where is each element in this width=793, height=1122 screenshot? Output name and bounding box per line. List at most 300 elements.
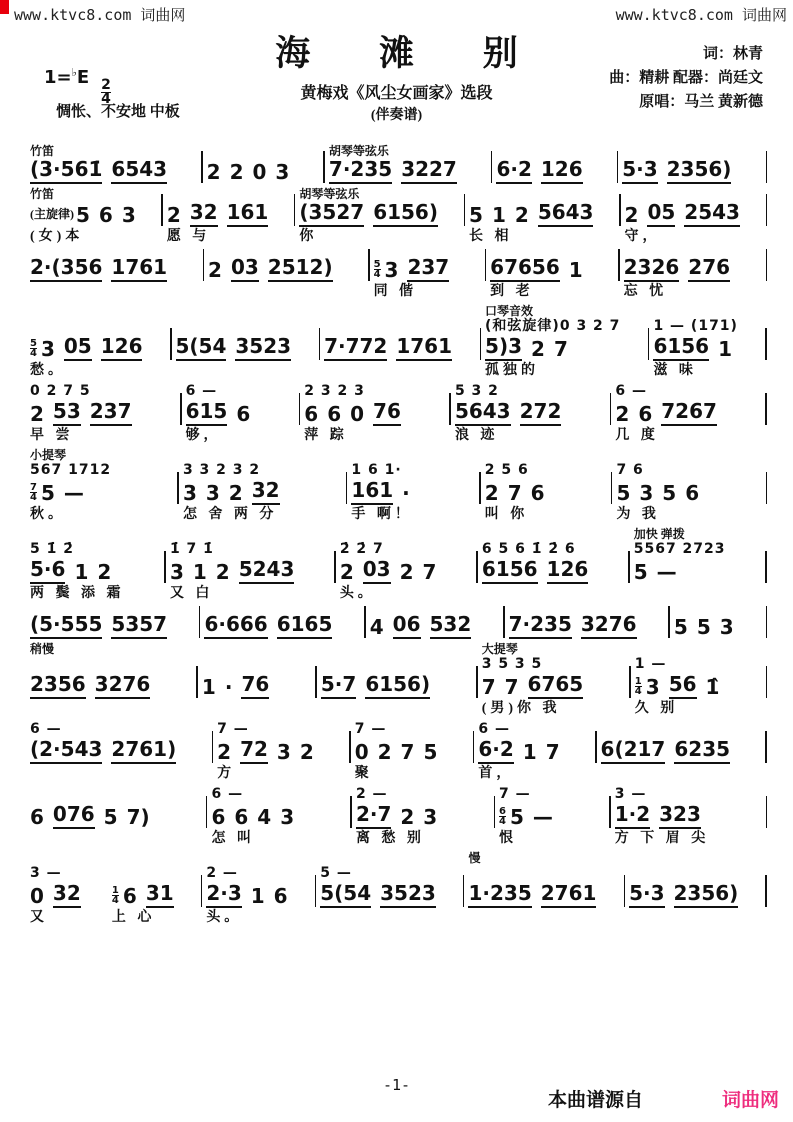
note-group: 5 bbox=[509, 805, 524, 829]
note-group: 7 bbox=[507, 481, 522, 505]
note-group: 7) bbox=[126, 805, 150, 829]
note-group: 2356) bbox=[667, 157, 732, 184]
note-group: 0 bbox=[30, 884, 44, 908]
barline bbox=[766, 796, 768, 828]
note-group: 6156 bbox=[653, 334, 709, 361]
lyrics-line: 孤独的 bbox=[485, 363, 540, 378]
footer-source: 本曲谱源自 bbox=[547, 1089, 643, 1111]
lyrics-line bbox=[202, 699, 311, 718]
notes-line bbox=[615, 803, 762, 829]
meter-denominator: 4 bbox=[30, 347, 37, 359]
note-group: 4 bbox=[257, 805, 272, 829]
barline bbox=[765, 393, 767, 425]
music-system bbox=[26, 721, 767, 783]
notes-line bbox=[30, 673, 192, 699]
notes-line bbox=[299, 201, 459, 227]
notes-line bbox=[206, 882, 310, 908]
note-group: 3227 bbox=[401, 157, 457, 184]
notes-line bbox=[496, 158, 612, 184]
meter-change bbox=[112, 886, 119, 905]
notes-line bbox=[176, 335, 315, 361]
measure bbox=[492, 144, 616, 184]
note-group: 67656 bbox=[490, 255, 560, 282]
note-group: 6 bbox=[122, 884, 137, 908]
lyrics-line bbox=[634, 584, 762, 603]
music-system bbox=[26, 786, 767, 848]
note-group: 2·(356 bbox=[30, 255, 102, 282]
note-group: (3527 bbox=[299, 200, 364, 227]
note-group: 126 bbox=[547, 557, 589, 584]
notes-line bbox=[320, 882, 459, 908]
upper-voice-notes: 0 2 7 5 bbox=[30, 383, 91, 399]
instrument-label: 加快 弹拨 bbox=[633, 527, 685, 541]
measure bbox=[352, 786, 494, 848]
note-group: 3 bbox=[719, 615, 734, 639]
note-group: (5·555 bbox=[30, 612, 102, 639]
note-group: 05 bbox=[647, 200, 675, 227]
lyrics-line: 恨 bbox=[499, 831, 518, 846]
note-group: 1 bbox=[522, 740, 537, 764]
note-group: 6 bbox=[327, 402, 342, 426]
lyrics-line: 怎 叫 bbox=[211, 831, 255, 846]
instrument-label bbox=[485, 448, 607, 462]
note-group: 3 bbox=[40, 337, 55, 361]
note-group: (2·543 bbox=[30, 737, 102, 764]
lyrics-line bbox=[30, 282, 199, 301]
barline bbox=[766, 472, 768, 504]
upper-voice-notes: 6 — bbox=[478, 721, 510, 737]
barline bbox=[765, 731, 767, 763]
instrument-label bbox=[622, 144, 761, 158]
measure bbox=[198, 642, 315, 718]
instrument-label bbox=[321, 642, 472, 656]
barline bbox=[766, 194, 768, 226]
measure bbox=[618, 144, 765, 184]
key-prefix: 1= bbox=[44, 67, 72, 88]
credit-lyricist: 词：林青 bbox=[702, 46, 763, 62]
note-group: 2 bbox=[97, 560, 112, 584]
note-group: 3 bbox=[169, 560, 184, 584]
barline bbox=[765, 328, 767, 360]
note-group: 2761) bbox=[111, 737, 176, 764]
notes-line bbox=[674, 613, 762, 639]
upper-voice-notes: (和弦旋律)0 3 2 7 bbox=[485, 318, 621, 334]
notes-line bbox=[468, 882, 619, 908]
note-group: 1 bbox=[74, 560, 89, 584]
note-group: 5 bbox=[696, 615, 711, 639]
notes-line bbox=[482, 673, 626, 699]
lyrics-line: 到 老 bbox=[490, 284, 534, 299]
lyrics-line: 聚 bbox=[354, 766, 373, 781]
measure bbox=[670, 613, 766, 639]
instrument-label: 大提琴 bbox=[481, 642, 518, 656]
measure bbox=[26, 613, 199, 639]
note-group: 1 bbox=[568, 258, 583, 282]
upper-voice-notes bbox=[112, 865, 197, 882]
lyrics-line bbox=[482, 584, 624, 603]
note-group: 05 bbox=[64, 334, 92, 361]
lyrics-line bbox=[321, 699, 472, 718]
barline bbox=[765, 875, 767, 907]
note-group: 1·2 bbox=[615, 802, 650, 829]
meter-change bbox=[635, 677, 642, 696]
note-group: 5 bbox=[662, 481, 677, 505]
notes-line bbox=[355, 738, 469, 764]
meter-denominator: 4 bbox=[111, 894, 119, 906]
note-group: 7 bbox=[400, 740, 415, 764]
notes-line bbox=[356, 803, 490, 829]
upper-voice-notes: 2 — bbox=[355, 786, 388, 802]
note-group: 7 bbox=[422, 560, 437, 584]
instrument-label: 小提琴 bbox=[30, 448, 67, 462]
note-group: — bbox=[532, 805, 553, 829]
lyrics-line: 秋。 bbox=[30, 507, 66, 522]
note-group: 1 bbox=[250, 884, 265, 908]
measure bbox=[207, 786, 350, 848]
notes-line bbox=[329, 158, 487, 184]
note-group: 5(54 bbox=[176, 334, 227, 361]
notes-line bbox=[30, 558, 160, 584]
measure bbox=[26, 642, 196, 718]
note-group: 2 bbox=[299, 740, 314, 764]
note-group: 3 bbox=[182, 481, 197, 505]
instrument-label bbox=[629, 851, 761, 865]
note-group: 2326 bbox=[624, 255, 680, 282]
note-group: 6 bbox=[304, 402, 319, 426]
notes-line bbox=[374, 256, 481, 282]
lyrics-line bbox=[601, 764, 762, 783]
lyrics-line: 同 偕 bbox=[373, 284, 418, 299]
notes-line bbox=[304, 400, 445, 426]
measure bbox=[295, 187, 463, 246]
note-group: 2 bbox=[206, 160, 221, 184]
instrument-label bbox=[653, 304, 761, 318]
note-group: 3276 bbox=[95, 672, 151, 699]
measure bbox=[611, 786, 766, 848]
note-group: 1 bbox=[192, 560, 207, 584]
upper-voice-notes: 5 1̇ 2̇ bbox=[30, 541, 74, 557]
notes-line bbox=[340, 558, 473, 584]
instrument-label bbox=[351, 448, 475, 462]
measure bbox=[464, 851, 623, 927]
upper-voice-notes: 6 — bbox=[211, 786, 244, 802]
note-group: 2·3 bbox=[206, 881, 241, 908]
upper-voice-notes: 7 6 bbox=[616, 462, 644, 478]
meter-numerator: 1 bbox=[634, 675, 642, 687]
watermark-right: www.ktvc8.com 词曲网 bbox=[615, 6, 787, 24]
measure bbox=[204, 256, 368, 301]
note-group: 1761 bbox=[396, 334, 452, 361]
note-group: 5243 bbox=[239, 557, 295, 584]
note-group: 6 bbox=[685, 481, 700, 505]
note-group: 6156 bbox=[482, 557, 538, 584]
note-group: 2356) bbox=[674, 881, 739, 908]
note-group: 5643 bbox=[455, 399, 511, 426]
notes-line bbox=[167, 201, 290, 227]
note-group: 7 bbox=[504, 675, 519, 699]
note-group: 2512) bbox=[268, 255, 333, 282]
notes-line bbox=[615, 400, 761, 426]
note-group: 2 bbox=[215, 560, 230, 584]
measure bbox=[366, 613, 503, 639]
credit-composer: 曲：精耕 配器：尚廷文 bbox=[609, 70, 763, 86]
note-group: 5 bbox=[423, 740, 438, 764]
lyrics-line: 愁。 bbox=[30, 363, 66, 378]
note-group: 2 bbox=[208, 258, 222, 282]
upper-voice-notes: 5 — bbox=[320, 865, 352, 881]
instrument-label: 竹笛 bbox=[30, 187, 55, 201]
measure bbox=[300, 383, 449, 445]
measure bbox=[451, 383, 610, 445]
meter-change bbox=[499, 807, 506, 826]
meter-denominator: 4 bbox=[634, 685, 642, 697]
lyrics-line: 手 啊！ bbox=[351, 507, 413, 522]
note-group: 76 bbox=[373, 399, 401, 426]
note-group: 2543 bbox=[684, 200, 740, 227]
measure bbox=[182, 383, 299, 445]
notes-line bbox=[30, 256, 199, 282]
accompaniment-note: (伴奏谱) bbox=[370, 108, 423, 123]
measure bbox=[347, 448, 479, 524]
upper-voice-notes bbox=[30, 656, 192, 673]
instrument-label bbox=[482, 527, 624, 541]
note-group: 2761 bbox=[541, 881, 597, 908]
lyrics-line: 萍 踪 bbox=[304, 428, 348, 443]
upper-voice-notes: 7 — bbox=[217, 721, 249, 737]
upper-voice-notes: 7 — bbox=[354, 721, 387, 737]
measure bbox=[649, 304, 765, 380]
notes-line bbox=[634, 558, 762, 584]
note-group: · bbox=[402, 481, 410, 505]
note-group: 0 bbox=[252, 160, 267, 184]
meter-change bbox=[374, 260, 381, 279]
note-group: 6 bbox=[236, 402, 251, 426]
measure bbox=[481, 304, 648, 380]
instrument-label bbox=[170, 527, 330, 541]
note-group: 5357 bbox=[111, 612, 167, 639]
instrument-label bbox=[112, 851, 197, 865]
note-group: 1 bbox=[491, 203, 506, 227]
lyrics-line: 两 鬓 添 霜 bbox=[30, 586, 125, 601]
meter-change bbox=[30, 483, 37, 502]
score bbox=[0, 142, 793, 927]
note-group: 3276 bbox=[581, 612, 637, 639]
lyrics-line bbox=[320, 908, 459, 927]
note-group: 0 bbox=[350, 402, 365, 426]
note-group: 6·666 bbox=[204, 612, 267, 639]
measure bbox=[597, 721, 766, 783]
lyrics-line: 怎 舍 两 分 bbox=[182, 507, 278, 522]
upper-voice-notes bbox=[468, 865, 619, 882]
instrument-label: 慢 bbox=[468, 851, 481, 865]
watermark-left: www.ktvc8.com 词曲网 bbox=[14, 6, 186, 24]
note-group: 3523 bbox=[235, 334, 291, 361]
inline-label: (主旋律) bbox=[30, 207, 74, 221]
measure bbox=[213, 721, 349, 783]
upper-voice-notes: 6 — bbox=[30, 721, 62, 737]
key-letter: E bbox=[76, 67, 90, 88]
note-group: 2 bbox=[400, 805, 415, 829]
notes-line bbox=[30, 335, 166, 361]
lyrics-line: 头。 bbox=[206, 910, 243, 925]
note-group: 6 bbox=[273, 884, 288, 908]
music-system bbox=[26, 187, 767, 246]
barline bbox=[766, 666, 768, 698]
upper-voice-notes: 2 — bbox=[206, 865, 238, 881]
measure bbox=[621, 187, 766, 246]
music-system bbox=[26, 383, 767, 445]
instrument-label bbox=[469, 187, 615, 201]
instrument-label bbox=[30, 851, 104, 865]
lyrics-line: 浪 迹 bbox=[454, 428, 499, 443]
note-group: 3 bbox=[275, 160, 290, 184]
measure bbox=[630, 527, 766, 603]
notes-line bbox=[30, 201, 157, 227]
instrument-label bbox=[30, 527, 160, 541]
note-group: 32 bbox=[190, 200, 218, 227]
note-group: 7 bbox=[545, 740, 560, 764]
lyrics-line bbox=[30, 699, 192, 718]
upper-voice-notes bbox=[601, 721, 762, 738]
instrument-label bbox=[176, 304, 315, 318]
measure bbox=[26, 721, 212, 783]
upper-voice-notes: 6 — bbox=[185, 383, 218, 399]
measure bbox=[317, 642, 476, 718]
barline bbox=[766, 151, 768, 183]
song-subtitle: 黄梅戏《风尘女画家》选段 bbox=[300, 85, 493, 102]
notes-line bbox=[204, 613, 360, 639]
instrument-label bbox=[30, 304, 166, 318]
lyrics-line bbox=[324, 361, 475, 380]
lyrics-line bbox=[176, 361, 315, 380]
lyrics-line: 叫 你 bbox=[484, 507, 529, 522]
notes-line bbox=[490, 256, 614, 282]
instrument-label bbox=[324, 304, 475, 318]
notes-line bbox=[186, 400, 295, 426]
music-system bbox=[26, 851, 767, 927]
note-group: 2 bbox=[531, 337, 545, 361]
upper-voice-notes: 1 — bbox=[634, 656, 667, 672]
lyrics-line: 几 度 bbox=[615, 428, 659, 443]
meter-denominator: 4 bbox=[499, 815, 506, 827]
note-group: 3 bbox=[121, 203, 136, 227]
measure bbox=[26, 527, 164, 603]
measure bbox=[202, 851, 314, 927]
upper-voice-notes: 5 3 2 bbox=[454, 383, 499, 399]
note-group: 32 bbox=[53, 881, 81, 908]
note-group: 6156) bbox=[365, 672, 430, 699]
measure bbox=[26, 144, 201, 184]
instrument-label bbox=[625, 187, 762, 201]
measure bbox=[351, 721, 473, 783]
measure bbox=[26, 383, 180, 445]
notes-line bbox=[30, 158, 197, 184]
upper-voice-notes bbox=[202, 656, 311, 673]
notes-line bbox=[30, 738, 208, 764]
notes-line bbox=[653, 335, 761, 361]
note-group: 2 bbox=[229, 160, 244, 184]
note-group: 2 bbox=[217, 740, 232, 764]
lyrics-line: (男)你 我 bbox=[481, 701, 561, 716]
upper-voice-notes: 3 — bbox=[30, 865, 62, 881]
note-group: 615 bbox=[186, 399, 228, 426]
time-signature-numerator: 2 bbox=[101, 77, 111, 93]
lyrics-line: 离 愁 别 bbox=[355, 831, 425, 846]
note-group: 2 bbox=[166, 203, 181, 227]
instrument-label: 稍慢 bbox=[30, 642, 55, 656]
measure bbox=[474, 721, 595, 783]
notes-line bbox=[30, 613, 195, 639]
barline bbox=[765, 551, 767, 583]
note-group: 7 bbox=[553, 337, 568, 361]
notes-line bbox=[616, 479, 761, 505]
notes-line bbox=[625, 201, 762, 227]
notes-line bbox=[509, 613, 665, 639]
notes-line bbox=[351, 479, 475, 505]
measure bbox=[108, 851, 201, 927]
lyrics-line: 又 白 bbox=[169, 586, 214, 601]
music-system bbox=[26, 144, 767, 184]
notes-line bbox=[622, 158, 761, 184]
note-group: 2 bbox=[399, 560, 414, 584]
notes-line bbox=[202, 673, 311, 699]
notes-line bbox=[485, 335, 644, 361]
instrument-label bbox=[616, 448, 761, 462]
upper-voice-notes: 3 5 3 5 bbox=[481, 656, 543, 672]
notes-line bbox=[455, 400, 606, 426]
notes-line bbox=[624, 256, 762, 282]
measure bbox=[505, 613, 669, 639]
notes-line bbox=[217, 738, 345, 764]
upper-voice-notes: 2 3 2 3 bbox=[304, 383, 365, 399]
lyrics-line: (女)本 bbox=[30, 229, 84, 244]
instrument-label: 口琴音效 bbox=[485, 304, 534, 318]
note-group: 5 bbox=[469, 203, 483, 227]
lyrics-line: 忘 忧 bbox=[623, 284, 668, 299]
note-group: 6·2 bbox=[478, 737, 513, 764]
note-group: 3 bbox=[280, 805, 295, 829]
note-group: — bbox=[656, 560, 677, 584]
note-group: 5 bbox=[633, 560, 648, 584]
notes-line bbox=[469, 201, 615, 227]
header bbox=[0, 0, 793, 142]
notes-line bbox=[30, 400, 176, 426]
upper-voice-notes: 6 5 6 1̇ 2̇ 6 bbox=[481, 541, 576, 557]
note-group: 126 bbox=[101, 334, 143, 361]
note-group: 3 bbox=[645, 675, 660, 699]
meter-numerator: 1 bbox=[111, 884, 119, 896]
meter-numerator: 7 bbox=[30, 481, 37, 493]
note-group: 237 bbox=[90, 399, 132, 426]
note-group: 7·772 bbox=[324, 334, 387, 361]
upper-voice-notes: 3 — bbox=[614, 786, 647, 802]
note-group: 06 bbox=[393, 612, 421, 639]
measure bbox=[465, 187, 619, 246]
measure bbox=[26, 187, 161, 246]
lyrics-line: 愿 与 bbox=[166, 229, 211, 244]
measure bbox=[625, 851, 765, 927]
music-system bbox=[26, 642, 767, 718]
music-system bbox=[26, 606, 767, 639]
song-title: 海 滩 别 bbox=[275, 34, 548, 73]
notes-line bbox=[183, 479, 342, 505]
note-group: 2356 bbox=[30, 672, 86, 699]
measure bbox=[370, 256, 485, 301]
lyrics-line: 头。 bbox=[339, 586, 376, 601]
measure bbox=[166, 527, 334, 603]
measure bbox=[612, 448, 765, 524]
note-group: 276 bbox=[688, 255, 730, 282]
